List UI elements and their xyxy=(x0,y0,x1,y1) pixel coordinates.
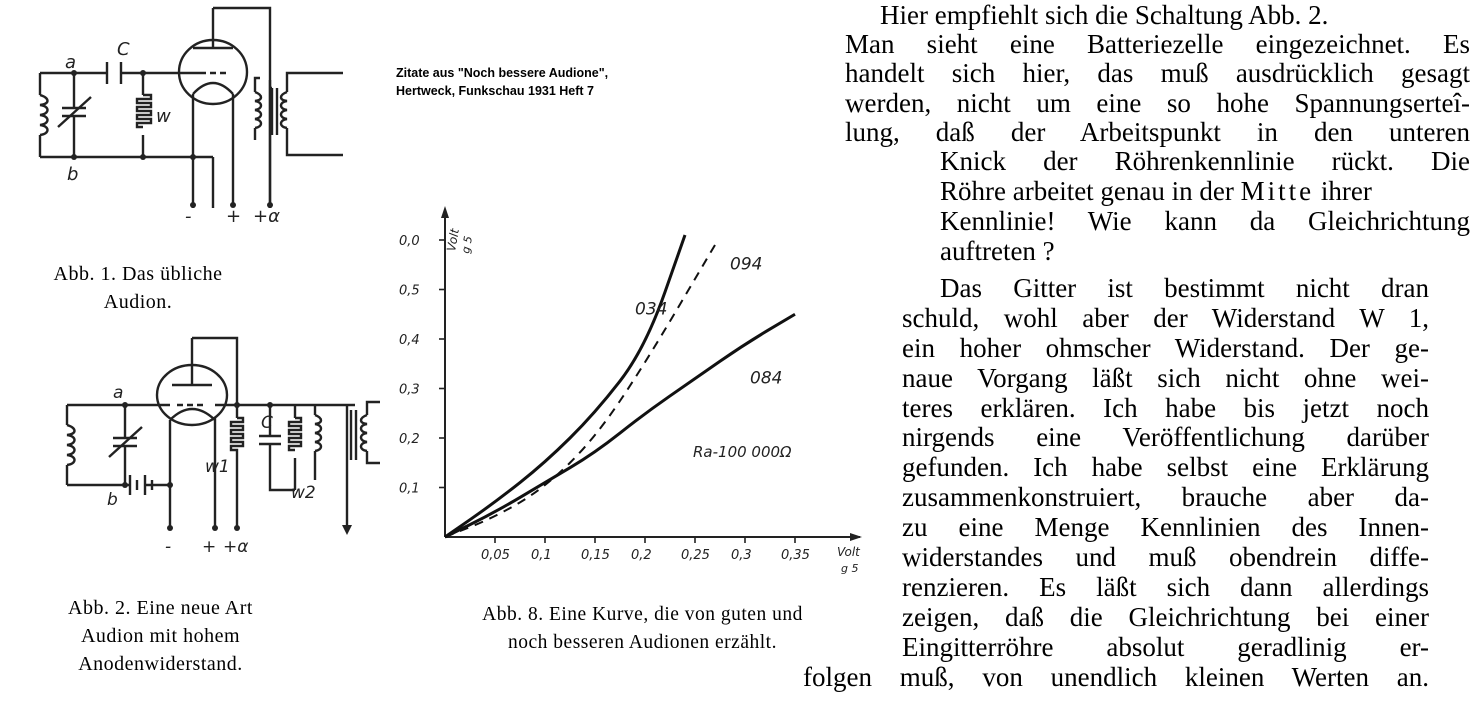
p2-line-14: folgen muß, von unendlich kleinen Werten an. xyxy=(803,662,1429,692)
p1-line-5: lung, daß der Arbeitspunkt in den unteren xyxy=(845,117,1470,147)
p2-line-5: teres erklären. Ich habe bis jetzt noch xyxy=(902,393,1429,423)
chart-x-tick-label: 0,3 xyxy=(731,548,752,563)
chart-y-tick-label: 0,1 xyxy=(399,481,420,497)
p1-line-7-a: Röhre arbeitet genau in der xyxy=(940,176,1241,206)
chart-series-084 xyxy=(445,314,795,537)
p2-line-6: nirgends eine Veröffentlichung darüber xyxy=(902,422,1429,452)
figure8-caption-line2: noch besseren Audionen erzählt. xyxy=(508,632,777,653)
chart-y-tick-label: 0,3 xyxy=(399,382,420,398)
p1-line-8: Kennlinie! Wie kann da Gleichrichtung xyxy=(940,206,1470,236)
p1-line-4: werden, nicht um eine so hohe Spannungserteî- xyxy=(845,88,1470,118)
chart-x-unit: g 5 xyxy=(841,562,859,575)
chart-x-label: Volt xyxy=(837,545,860,559)
chart-x-tick-label: 0,1 xyxy=(531,548,552,563)
p1-line-1: Hier empfiehlt sich die Schaltung Abb. 2. xyxy=(880,0,1329,30)
quote-note-line1: Zitate aus "Noch bessere Audione", xyxy=(396,66,609,80)
p2-line-2: schuld, wohl aber der Widerstand W 1, xyxy=(902,303,1429,333)
figure8-caption-line1: Abb. 8. Eine Kurve, die von guten und xyxy=(482,604,803,625)
fig2-label-w1: w1 xyxy=(205,457,230,477)
fig1-label-minus: - xyxy=(185,206,192,225)
chart-x-tick-label: 0,05 xyxy=(481,548,510,563)
quote-note xyxy=(396,64,676,100)
figure2-caption-line2: Audion mit hohem xyxy=(80,625,241,647)
fig2-label-w2: w2 xyxy=(291,483,316,503)
p2-line-13: Eingitterröhre absolut geradlinig er- xyxy=(902,632,1429,662)
p2-line-9: zu eine Menge Kennlinien des Innen- xyxy=(902,512,1429,542)
figure1-caption xyxy=(18,260,258,316)
p1-line-2: Man sieht eine Batteriezelle eingezeichnet. Es xyxy=(845,29,1470,59)
chart-x-tick-label: 0,15 xyxy=(581,548,610,563)
fig1-label-alpha: +α xyxy=(253,206,280,225)
p2-line-10: widerstandes und muß obendrein diffe- xyxy=(902,542,1429,572)
chart-y-tick-label: 0,4 xyxy=(399,333,420,348)
chart-series-label-084: 084 xyxy=(750,368,783,389)
p2-line-3: ein hoher ohmscher Widerstand. Der ge- xyxy=(902,333,1429,363)
p2-line-8: zusammenkonstruiert, brauche aber da- xyxy=(902,482,1429,512)
fig1-label-c: C xyxy=(117,39,130,60)
fig2-label-minus: - xyxy=(165,537,172,557)
chart-series-label-034: 034 xyxy=(635,299,668,320)
chart-x-tick-label: 0,2 xyxy=(631,548,652,563)
p1-line-7 xyxy=(940,176,1372,206)
p2-line-4: naue Vorgang läßt sich nicht ohne wei- xyxy=(902,363,1429,393)
fig2-label-a: a xyxy=(113,383,124,403)
fig1-label-b: b xyxy=(67,164,79,185)
chart-series-094 xyxy=(445,245,715,537)
figure8-caption xyxy=(420,601,865,657)
fig2-label-alpha: +α xyxy=(223,537,249,557)
p1-line-7-b: ihrer xyxy=(1314,176,1372,206)
p2-line-7: gefunden. Ich habe selbst eine Erklärung xyxy=(902,452,1429,482)
figure1-circuit xyxy=(25,0,355,225)
fig2-label-plus: + xyxy=(202,537,217,557)
chart-series-034 xyxy=(445,235,685,537)
chart-x-arrow xyxy=(850,533,862,541)
chart-x-tick-label: 0,35 xyxy=(781,548,810,563)
chart-y-tick-label: 0,0 xyxy=(399,234,420,249)
p1-line-6: Knick der Röhrenkennlinie rückt. Die xyxy=(940,146,1470,176)
p2-line-11: renzieren. Es läßt sich dann allerdings xyxy=(902,572,1429,602)
quote-note-line2: Hertweck, Funkschau 1931 Heft 7 xyxy=(396,84,594,98)
chart-y-tick-label: 0,5 xyxy=(399,283,420,299)
fig1-label-a: a xyxy=(65,52,77,73)
figure2-caption-line3: Anodenwiderstand. xyxy=(78,653,243,675)
fig2-label-b: b xyxy=(107,490,118,510)
chart-y-label: Volt xyxy=(444,227,462,253)
p1-line-9: auftreten ? xyxy=(940,236,1055,266)
p1-line-7-emph: Mitte xyxy=(1240,176,1315,206)
figure2-caption-line1: Abb. 2. Eine neue Art xyxy=(68,597,253,619)
chart-y-arrow xyxy=(441,206,449,218)
figure1-caption-line2: Audion. xyxy=(103,291,173,313)
chart-annotation: Ra-100 000Ω xyxy=(693,443,792,461)
figure8-chart xyxy=(395,200,870,585)
chart-y-unit: g 5 xyxy=(459,235,475,255)
chart-series-label-094: 094 xyxy=(730,254,763,275)
figure1-caption-line1: Abb. 1. Das übliche xyxy=(53,263,223,285)
chart-x-tick-label: 0,25 xyxy=(681,548,710,563)
chart-y-tick-label: 0,2 xyxy=(399,432,420,447)
p2-line-12: zeigen, daß die Gleichrichtung bei einer xyxy=(902,602,1429,632)
figure2-caption xyxy=(18,594,303,678)
fig1-label-plus: + xyxy=(226,206,242,225)
fig1-label-w: w xyxy=(156,106,171,127)
fig2-label-c: C xyxy=(261,413,273,433)
p2-line-1: Das Gitter ist bestimmt nicht dran xyxy=(940,273,1429,303)
figure2-circuit xyxy=(55,330,395,560)
p1-line-3: handelt sich hier, das muß ausdrücklich gesagt xyxy=(845,58,1470,88)
